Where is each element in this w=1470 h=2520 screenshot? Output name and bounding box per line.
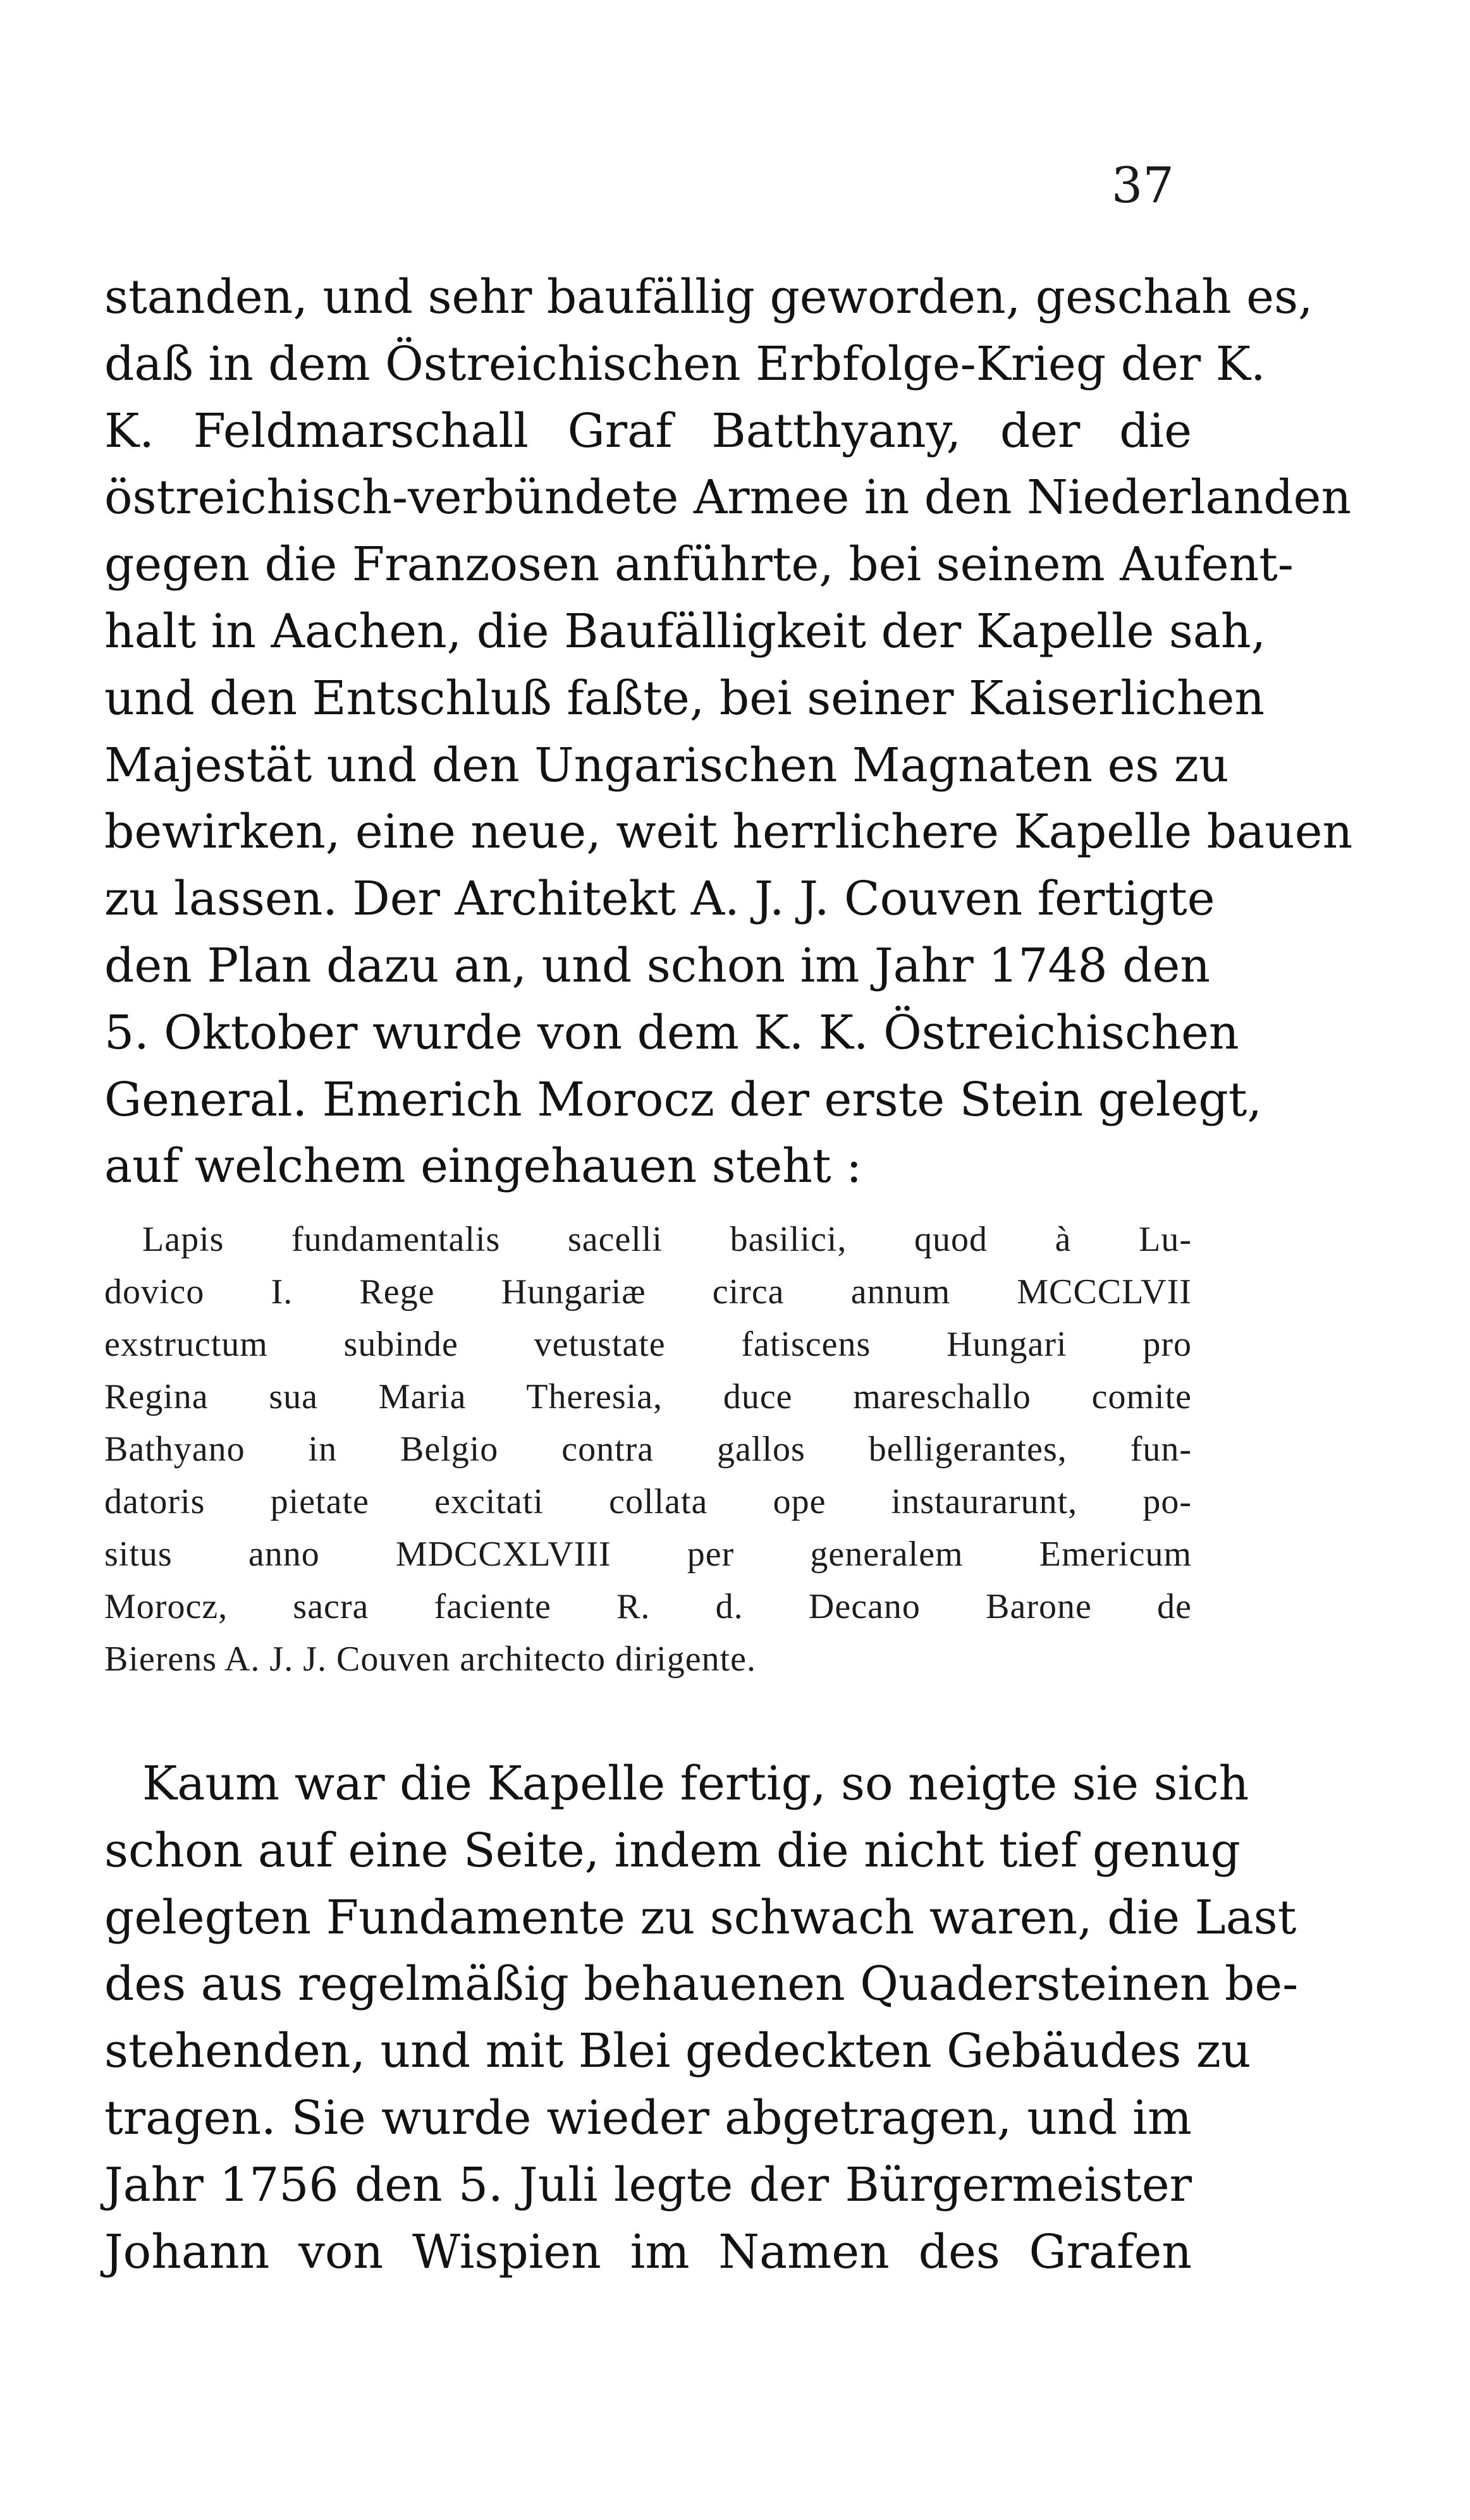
text-line: gelegten Fundamente zu schwach waren, die Last (104, 1890, 1297, 1945)
paragraph-2 (104, 1751, 1299, 2286)
text-line: auf welchem eingehauen steht : (104, 1139, 862, 1194)
text-line: standen, und sehr baufällig geworden, geschah es, (104, 270, 1313, 324)
inscription-line: datoris pietate excitati collata ope instaurarunt, po- (104, 1482, 1192, 1521)
text-line: daß in dem Östreichischen Erbfolge-Krieg der K. (104, 336, 1266, 391)
text-line: halt in Aachen, die Baufälligkeit der Kapelle sah, (104, 604, 1266, 659)
text-line: Jahr 1756 den 5. Juli legte der Bürgermeister (104, 2157, 1192, 2212)
text-line: schon auf eine Seite, indem die nicht tief genug (104, 1823, 1240, 1878)
inscription-line: situs anno MDCCXLVIII per generalem Emericum (104, 1535, 1192, 1574)
text-line: Majestät und den Ungarischen Magnaten es zu (104, 738, 1229, 793)
latin-inscription (104, 1214, 1192, 1686)
inscription-line: dovico I. Rege Hungariæ circa annum MCCCLVII (104, 1272, 1192, 1312)
text-line: 5. Oktober wurde von dem K. K. Östreichischen (104, 1005, 1239, 1060)
text-line: stehenden, und mit Blei gedeckten Gebäudes zu (104, 2024, 1251, 2079)
text-line: gegen die Franzosen anführte, bei seinem Aufent- (104, 537, 1294, 592)
inscription-line: exstructum subinde vetustate fatiscens Hungari pro (104, 1325, 1192, 1364)
text-line: General. Emerich Morocz der erste Stein gelegt, (104, 1072, 1262, 1127)
text-line: bewirken, eine neue, weit herrlichere Kapelle bauen (104, 805, 1353, 860)
inscription-line: Bierens A. J. J. Couven architecto dirigente. (104, 1640, 756, 1679)
inscription-line: Lapis fundamentalis sacelli basilici, quod à Lu- (142, 1220, 1192, 1259)
text-line: zu lassen. Der Architekt A. J. J. Couven fertigte (104, 872, 1215, 927)
inscription-line: Morocz, sacra faciente R. d. Decano Barone de (104, 1587, 1192, 1626)
inscription-line: Regina sua Maria Theresia, duce mareschallo comite (104, 1377, 1192, 1416)
text-line: Johann von Wispien im Namen des Grafen (104, 2224, 1192, 2279)
text-line: und den Entschluß faßte, bei seiner Kaiserlichen (104, 671, 1265, 726)
text-line: Kaum war die Kapelle fertig, so neigte sie sich (142, 1756, 1249, 1811)
page-number: 37 (1111, 157, 1174, 214)
inscription-line: Bathyano in Belgio contra gallos belligerantes, fun- (104, 1430, 1192, 1469)
text-line: K. Feldmarschall Graf Batthyany, der die (104, 403, 1192, 458)
text-line: östreichisch-verbündete Armee in den Niederlanden (104, 470, 1352, 525)
text-line: tragen. Sie wurde wieder abgetragen, und im (104, 2090, 1192, 2145)
text-line: den Plan dazu an, und schon im Jahr 1748 den (104, 938, 1210, 993)
text-line: des aus regelmäßig behauenen Quadersteinen be- (104, 1957, 1299, 2012)
paragraph-1 (104, 264, 1353, 1200)
